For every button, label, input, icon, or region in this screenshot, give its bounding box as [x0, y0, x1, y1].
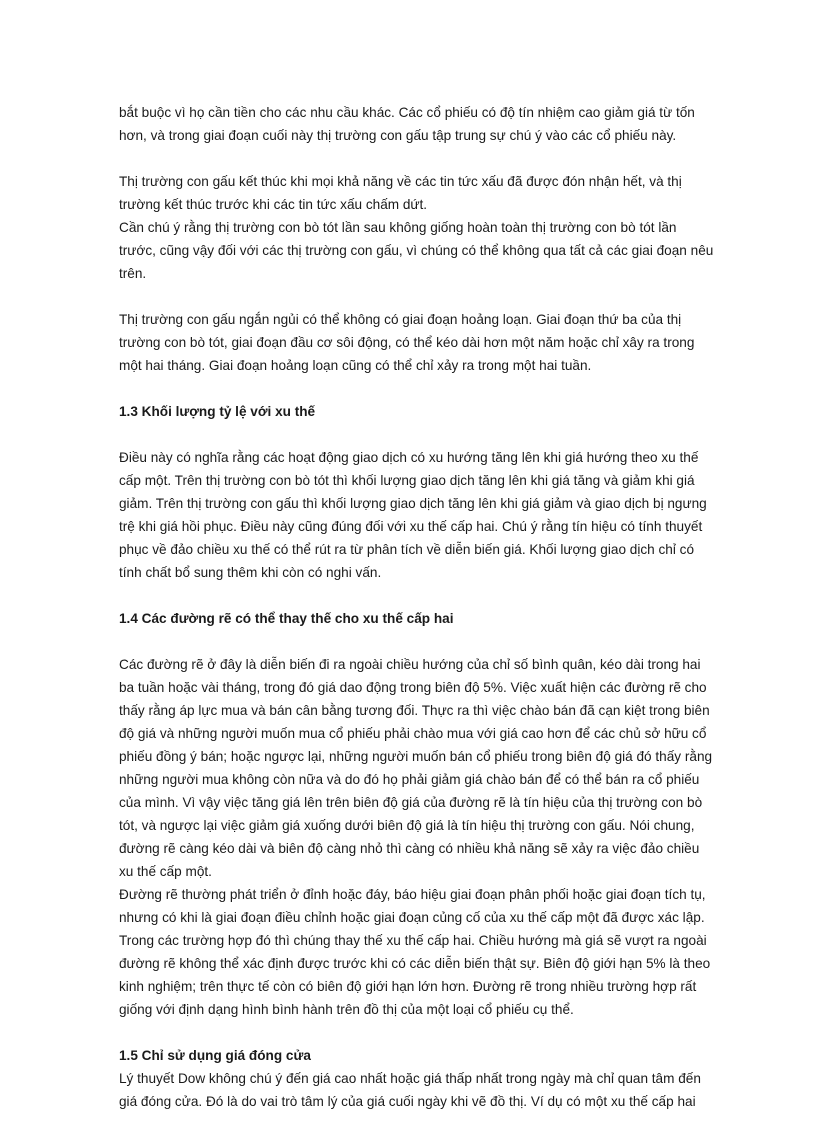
section-heading-1-5: 1.5 Chỉ sử dụng giá đóng cửa [119, 1048, 311, 1063]
paragraph-intro-3: Cần chú ý rằng thị trường con bò tót lần sau không giống hoàn toàn thị trường con bò tót lần trước, cũng vậy đối với các thị trường con gấu, vì chúng có thể không qua tất cả các giai đoạn nêu trên. [119, 220, 714, 281]
paragraph-1-3: Điều này có nghĩa rằng các hoạt động giao dịch có xu hướng tăng lên khi giá hướng theo xu thế cấp một. Trên thị trường con bò tót thì khối lượng giao dịch tăng lên khi giá tăng và giảm khi giá giảm. Trên thị trường con gấu thì khối lượng giao dịch tăng lên khi giá giảm và giao dịch bị ngưng trệ khi giá hồi phục. Điều này cũng đúng đối với xu thế cấp hai. Chú ý rằng tín hiệu có tính thuyết phục về đảo chiều xu thế có thể rút ra từ phân tích về diễn biến giá. Khối lượng giao dịch chỉ có tính chất bổ sung thêm khi còn có nghi vấn. [119, 450, 707, 580]
paragraph-intro-1: bắt buộc vì họ cần tiền cho các nhu cầu khác. Các cổ phiếu có độ tín nhiệm cao giảm giá từ tốn hơn, và trong giai đoạn cuối này thị trường con gấu tập trung sự chú ý vào các cổ phiếu này. [119, 105, 695, 143]
section-heading-1-3: 1.3 Khối lượng tỷ lệ với xu thế [119, 404, 316, 419]
paragraph-1-4-a: Các đường rẽ ở đây là diễn biến đi ra ngoài chiều hướng của chỉ số bình quân, kéo dài trong hai ba tuần hoặc vài tháng, trong đó giá dao động trong biên độ 5%. Việc xuất hiện các đường rẽ cho thấy rằng áp lực mua và bán cân bằng tương đối. Thực ra thì việc chào bán đã cạn kiệt trong biên độ giá và những người muốn mua cổ phiếu phải chào mua với giá cao hơn để các chủ sở hữu cổ phiếu đồng ý bán; hoặc ngược lại, những người muốn bán cổ phiếu trong biên độ giá đó thấy rằng những người mua không còn nữa và do đó họ phải giảm giá chào bán để có thể bán ra cổ phiếu của mình. Vì vậy việc tăng giá lên trên biên độ giá của đường rẽ là tín hiệu của thị trường con bò tót, và ngược lại việc giảm giá xuống dưới biên độ giá là tín hiệu thị trường con gấu. Nói chung, đường rẽ càng kéo dài và biên độ càng nhỏ thì càng có nhiều khả năng sẽ xảy ra việc đảo chiều xu thế cấp một. [119, 657, 713, 879]
paragraph-1-5: Lý thuyết Dow không chú ý đến giá cao nhất hoặc giá thấp nhất trong ngày mà chỉ quan tâm đến giá đóng cửa. Đó là do vai trò tâm lý của giá cuối ngày khi vẽ đồ thị. Ví dụ có một xu thế cấp hai [119, 1071, 701, 1109]
paragraph-intro-2: Thị trường con gấu kết thúc khi mọi khả năng về các tin tức xấu đã được đón nhận hết, và thị trường kết thúc trước khi các tin tức xấu chấm dứt. [119, 174, 682, 212]
paragraph-intro-4: Thị trường con gấu ngắn ngủi có thể không có giai đoạn hoảng loạn. Giai đoạn thứ ba của thị trường con bò tót, giai đoạn đầu cơ sôi động, có thể kéo dài hơn một năm hoặc chỉ xây ra trong một hai tháng. Giai đoạn hoảng loạn cũng có thể chỉ xảy ra trong một hai tuần. [119, 312, 695, 373]
paragraph-1-4-b: Đường rẽ thường phát triển ở đỉnh hoặc đáy, báo hiệu giai đoạn phân phối hoặc giai đoạn tích tụ, nhưng có khi là giai đoạn điều chỉnh hoặc giai đoạn củng cố của xu thế cấp một đã được xác lập. Trong các trường hợp đó thì chúng thay thế xu thế cấp hai. Chiều hướng mà giá sẽ vượt ra ngoài đường rẽ không thể xác định được trước khi có các diễn biến thật sự. Biên độ giới hạn 5% là theo kinh nghiệm; trên thực tế còn có biên độ giới hạn lớn hơn. Đường rẽ trong nhiều trường hợp rất giống với định dạng hình bình hành trên đồ thị của một loại cổ phiếu cụ thể. [119, 887, 711, 1017]
section-heading-1-4: 1.4 Các đường rẽ có thể thay thế cho xu thế cấp hai [119, 611, 454, 626]
